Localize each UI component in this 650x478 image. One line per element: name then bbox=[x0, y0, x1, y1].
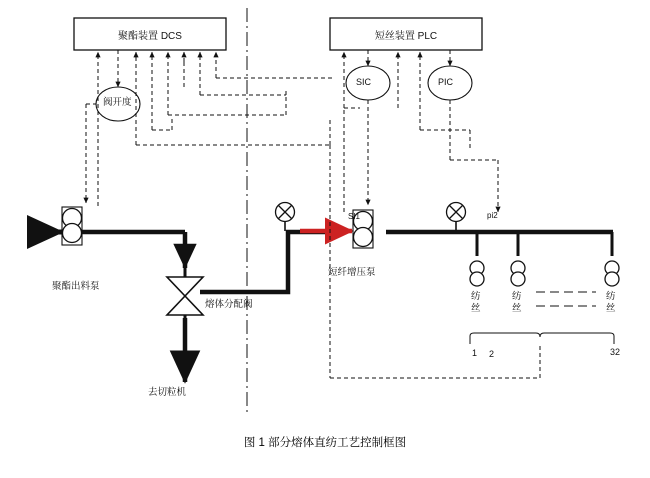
spin-unit-label-32-line1: 纺 bbox=[606, 291, 616, 302]
index-label-1: 1 bbox=[472, 348, 478, 358]
controller-label-valve-opening: 阀开度 bbox=[103, 97, 132, 108]
figure-caption: 图 1 部分熔体直纺工艺控制框图 bbox=[243, 437, 407, 449]
block-label-dcs: 聚酯装置 DCS bbox=[118, 31, 182, 42]
block-label-plc: 短丝装置 PLC bbox=[374, 31, 438, 42]
spin-unit-label-32-line2: 丝 bbox=[606, 303, 616, 314]
equipment-label-polyester-pump: 聚酯出料泵 bbox=[52, 281, 100, 292]
controller-label-pic: PIC bbox=[438, 77, 454, 87]
index-label-2: 2 bbox=[489, 349, 495, 359]
equipment-label-to-pelletizer: 去切粒机 bbox=[148, 387, 187, 398]
tag-label-pi2: pi2 bbox=[487, 211, 498, 220]
spin-unit-label-2-line1: 纺 bbox=[512, 291, 522, 302]
tag-label-si1: SI1 bbox=[348, 212, 361, 221]
index-label-32: 32 bbox=[610, 347, 621, 357]
spin-unit-label-1-line2: 丝 bbox=[471, 303, 481, 314]
equipment-label-booster-pump: 短纤增压泵 bbox=[328, 267, 376, 278]
spin-unit-label-2-line2: 丝 bbox=[512, 303, 522, 314]
spin-unit-label-1-line1: 纺 bbox=[471, 291, 481, 302]
equipment-label-melt-distribution-valve: 熔体分配阀 bbox=[205, 299, 253, 310]
controller-label-sic: SIC bbox=[356, 77, 372, 87]
